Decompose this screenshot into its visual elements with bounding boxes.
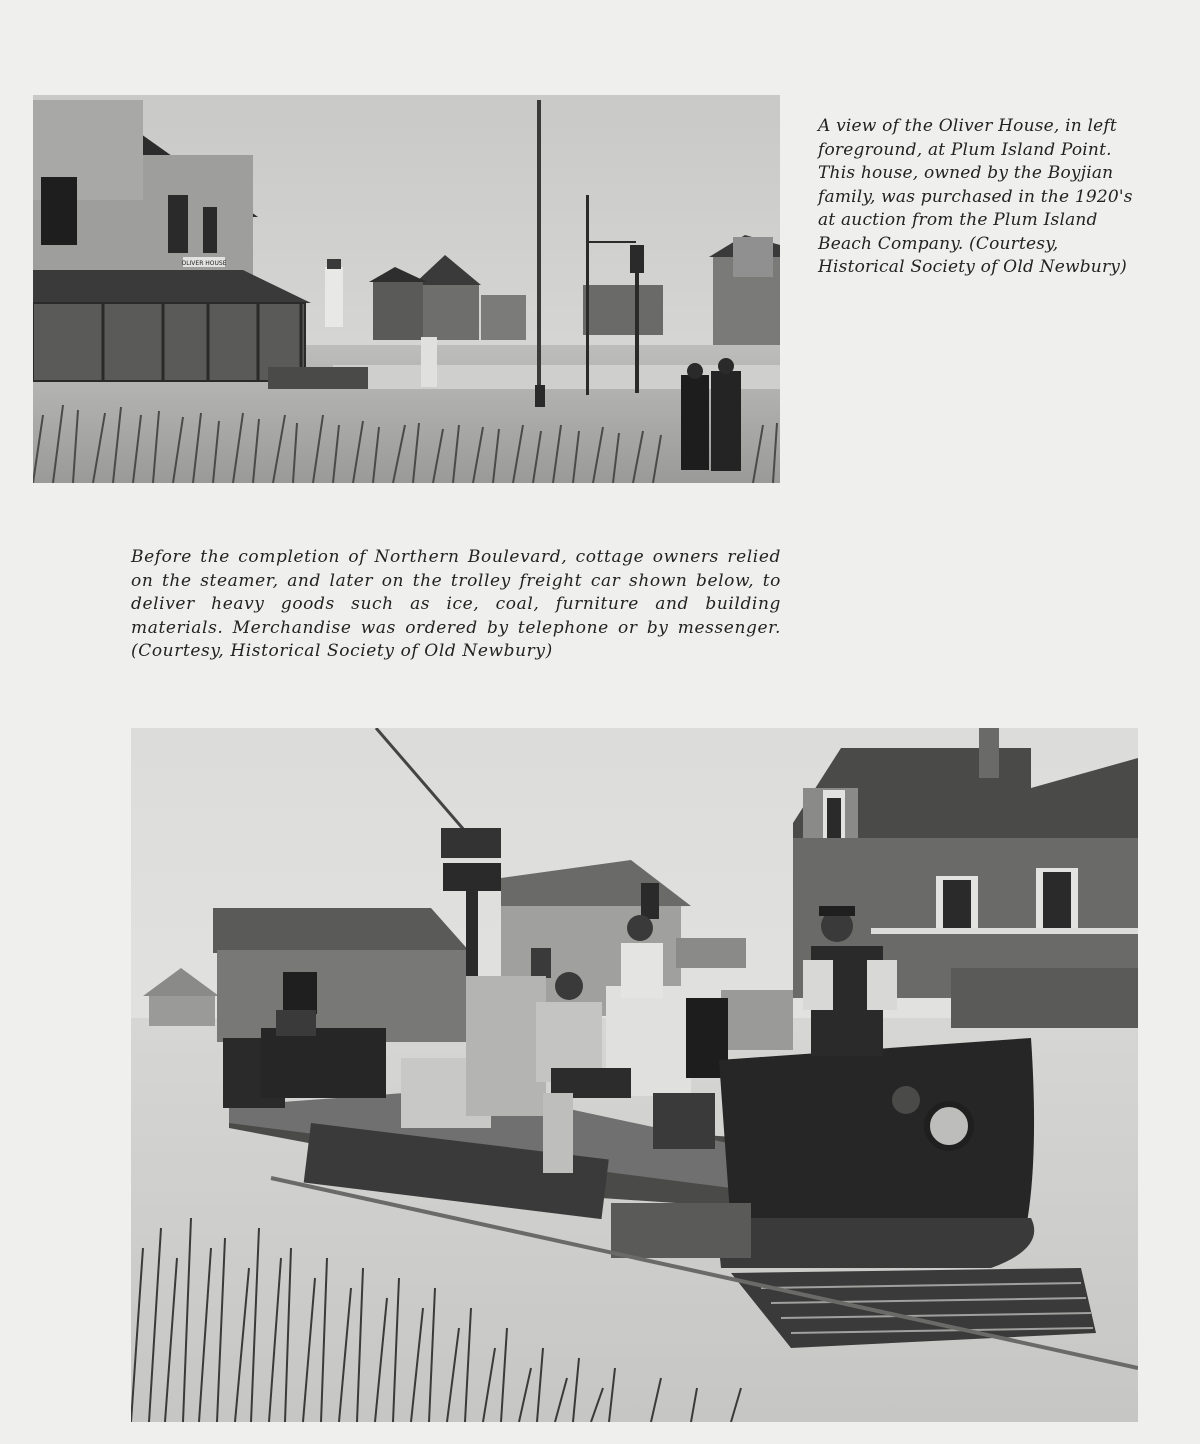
trolley-freight-car-illustration — [131, 728, 1138, 1422]
oliver-house-photo — [33, 95, 780, 483]
freight-car-caption: Before the completion of Northern Boulevard, cottage owners relied on the steamer, and later on the trolley freight car shown below, to deliver heavy goods such as ice, coal, furniture and building materials. Merchandise was ordered by telephone or by messenger. (Courtesy, Historical Society of Old Newbury) — [131, 547, 781, 661]
oliver-house-caption: A view of the Oliver House, in left foreground, at Plum Island Point. This house, owned by the Boyjian family, was purchased in the 1920's at auction from the Plum Island Beach Company. (Courtesy, Historical Society of Old Newbury) — [818, 116, 1133, 277]
trolley-freight-car-photo — [131, 728, 1138, 1422]
oliver-house-illustration — [33, 95, 780, 483]
oliver-house-sign: OLIVER HOUSE — [181, 260, 227, 267]
